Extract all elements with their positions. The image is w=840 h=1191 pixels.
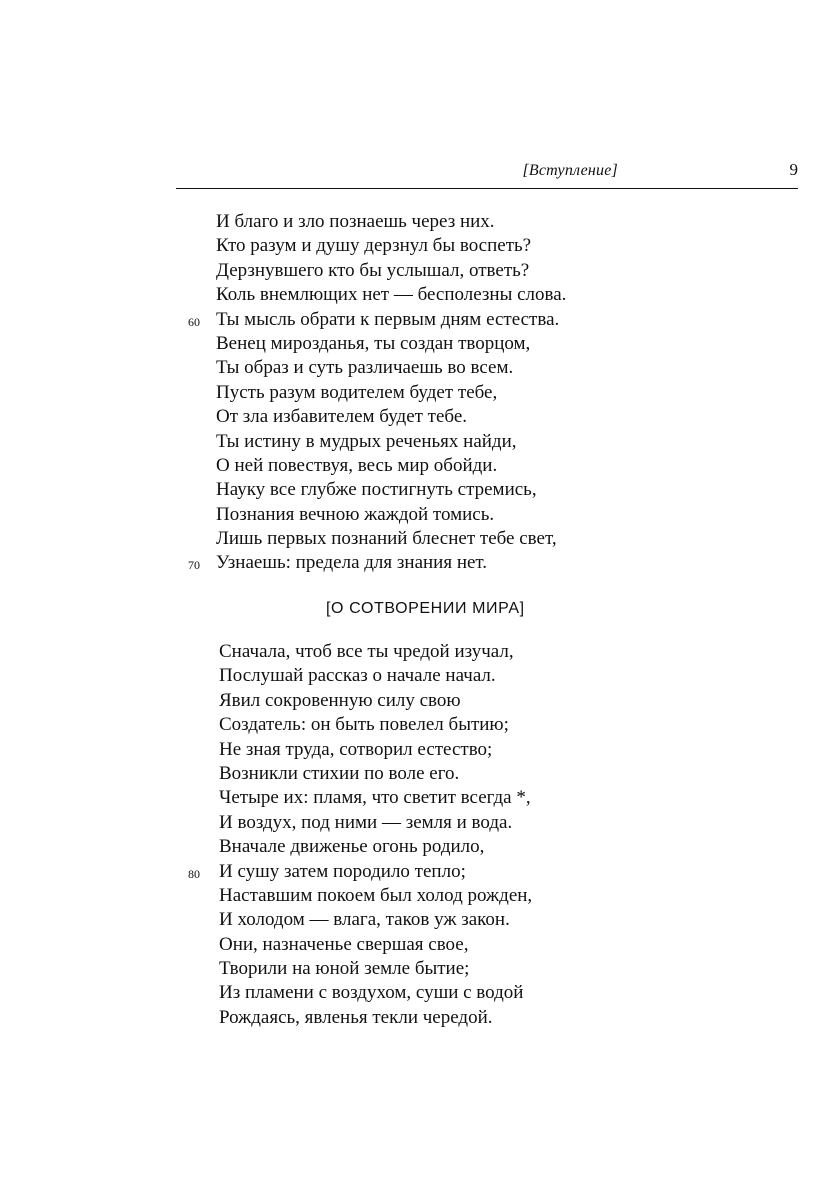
line-number: 60 (188, 314, 200, 329)
verse-line (0, 933, 840, 957)
verse-line (0, 332, 840, 356)
verse-text: И воздух, под ними — земля и вода. (219, 811, 513, 833)
verse-text: Творили на юной земле бытие; (219, 958, 470, 980)
verse-line (0, 405, 840, 429)
line-number: 70 (188, 558, 200, 573)
verse-line (0, 908, 840, 932)
verse-line (0, 210, 840, 234)
verse-line (0, 259, 840, 283)
verse-line (0, 454, 840, 478)
verse-text: Дерзнувшего кто бы услышал, ответь? (216, 259, 530, 281)
verse-line (0, 1006, 840, 1030)
verse-text: От зла избавителем будет тебе. (216, 406, 468, 428)
verse-line (0, 503, 840, 527)
verse-text: О ней повествуя, весь мир обойди. (216, 454, 498, 476)
verse-text: Кто разум и душу дерзнул бы воспеть? (216, 235, 532, 257)
verse-line (0, 981, 840, 1005)
verse-line (0, 308, 840, 332)
verse-text: И благо и зло познаешь через них. (216, 211, 495, 232)
verse-text: Рождаясь, явленья текли чередой. (219, 1006, 493, 1028)
stanza-introduction (0, 210, 840, 576)
verse-line (0, 478, 840, 502)
verse-text: Из пламени с воздухом, суши с водой (219, 982, 524, 1004)
verse-line (0, 356, 840, 380)
verse-line (0, 762, 840, 786)
verse-text: Явил сокровенную силу свою (219, 689, 461, 711)
verse-line (0, 786, 840, 810)
running-title: [Вступление] (522, 162, 618, 179)
verse-text: Не зная труда, сотворил естество; (219, 738, 493, 760)
verse-text: Они, назначенье свершая свое, (219, 933, 469, 955)
verse-text: Ты мысль обрати к первым дням естества. (216, 308, 560, 330)
verse-text: Сначала, чтоб все ты чредой изучал, (219, 641, 514, 662)
verse-text: Послушай рассказ о начале начал. (219, 665, 496, 687)
verse-line (0, 283, 840, 307)
verse-text: Создатель: он быть повелел бытию; (219, 714, 509, 736)
verse-text: Четыре их: пламя, что светит всегда *, (219, 787, 531, 809)
verse-line (0, 884, 840, 908)
verse-text: Коль внемлющих нет — бесполезны слова. (216, 284, 567, 306)
verse-line (0, 738, 840, 762)
header-rule (176, 188, 798, 189)
verse-text: Наставшим покоем был холод рожден, (219, 884, 533, 906)
verse-line (0, 811, 840, 835)
section-heading-text: [О СОТВОРЕНИИ МИРА] (326, 600, 525, 617)
verse-line (0, 234, 840, 258)
verse-text: Венец мирозданья, ты создан творцом, (216, 332, 531, 354)
verse-line (0, 527, 840, 551)
verse-line (0, 664, 840, 688)
verse-line (0, 551, 840, 575)
verse-line (0, 381, 840, 405)
verse-line (0, 430, 840, 454)
verse-line (0, 860, 840, 884)
verse-text: Ты образ и суть различаешь во всем. (216, 357, 514, 379)
verse-line (0, 835, 840, 859)
verse-text: Лишь первых познаний блеснет тебе свет, (216, 528, 557, 550)
line-number: 80 (188, 866, 200, 881)
verse-text: Ты истину в мудрых реченьях найди, (216, 430, 517, 452)
verse-text: Возникли стихии по воле его. (219, 762, 460, 784)
verse-line (0, 689, 840, 713)
page-number: 9 (789, 160, 798, 179)
verse-text: Познания вечною жаждой томись. (216, 503, 495, 525)
verse-text: Узнаешь: предела для знания нет. (216, 552, 488, 574)
stanza-creation (0, 640, 840, 1030)
verse-line (0, 713, 840, 737)
verse-line (0, 640, 840, 664)
verse-text: Науку все глубже постигнуть стремись, (216, 479, 537, 501)
verse-text: Пусть разум водителем будет тебе, (216, 381, 498, 403)
verse-text: И сушу затем породило тепло; (219, 860, 466, 882)
verse-line (0, 957, 840, 981)
running-head (178, 160, 798, 186)
verse-text: И холодом — влага, таков уж закон. (219, 909, 510, 931)
verse-text: Вначале движенье огонь родило, (219, 836, 485, 858)
